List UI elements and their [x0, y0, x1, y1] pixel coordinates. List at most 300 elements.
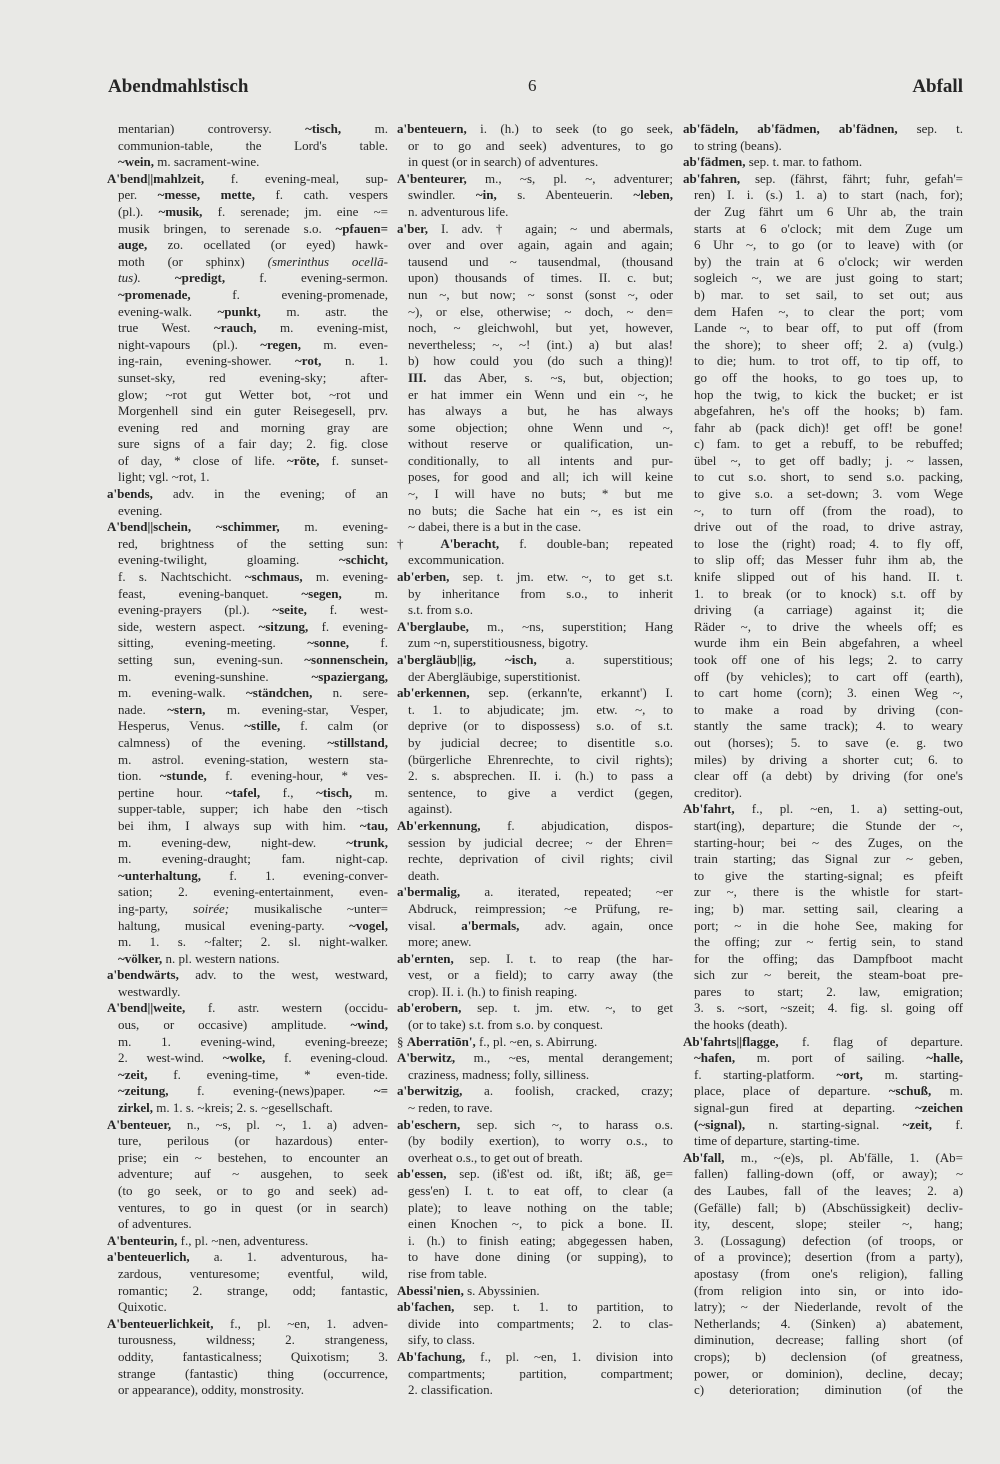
headword: Ab'fachung,: [397, 1348, 466, 1364]
entry-text: m., ~(e)s, pl. Ab'fälle, 1. (Ab=: [724, 1149, 963, 1165]
entry-line: [107, 304, 388, 321]
entry-line: Morgenhell sind ein guter Reisegesell, prv.: [118, 403, 388, 419]
entry-line: divide into compartments; 2. to clas-: [408, 1315, 673, 1331]
entry-line: westwardly.: [118, 983, 181, 999]
entry-line: c) fam. to get a rebuff, to be rebuffed;: [694, 436, 963, 452]
entry-line: drive out of the road, to drive astray,: [694, 519, 963, 535]
entry-line: Abdruck, reimpression; ~e Prüfung, re-: [408, 900, 673, 916]
entry-line: Räder ~, to drive the wheels off; es: [694, 618, 963, 634]
entry-line: adventure; auf ~ ausgehen, to seek: [118, 1166, 388, 1182]
dictionary-entry: [107, 1316, 388, 1399]
entry-line: [107, 1233, 388, 1250]
entry-line: in quest (or in search) of adventures.: [408, 154, 599, 170]
entry-text: ing-party,: [118, 900, 194, 916]
headword: ~rot,: [295, 353, 322, 369]
dictionary-entry: [397, 1000, 673, 1033]
entry-line: nevertheless; ~, ~! (int.) a) but alas!: [408, 336, 673, 352]
entry-line: er hat immer ein Wenn und ein ~, he: [408, 386, 673, 402]
entry-line: starts at 6 o'clock; mit dem Zuge um: [694, 220, 963, 236]
entry-line: by judicial decree; to disentitle s.o.: [408, 734, 673, 750]
italic-text: soirée;: [193, 900, 230, 916]
dictionary-entry: [397, 1349, 673, 1399]
headword: Abessi'nien,: [397, 1282, 464, 1298]
entry-line: dem Hafen ~, to clear the port; vom: [694, 303, 963, 319]
entry-text: f. calm (or: [280, 718, 388, 734]
entry-text: [141, 270, 175, 285]
headword: a'bergläub||ig, ~isch,: [397, 652, 537, 667]
entry-line: (bürgerliche Ehrenrechte, to civil rights);: [408, 751, 673, 767]
dictionary-entry: [107, 967, 388, 1000]
entry-line: power, or dominion), decline, decay;: [694, 1365, 963, 1381]
entry-line: [107, 519, 388, 536]
entry-line: zardous, venturesome; eventful, wild,: [118, 1265, 388, 1281]
headword: ~tisch,: [305, 121, 342, 136]
entry-text: f. evening-: [308, 618, 388, 634]
headword: Ab'fahrt,: [683, 801, 735, 817]
headword: ~promenade,: [118, 286, 191, 302]
entry-text: m.: [341, 585, 388, 601]
entry-line: zum ~n, superstitiousness, bigotry.: [408, 635, 589, 651]
entry-line: der Zug fährt um 6 Uhr ab, the train: [694, 203, 963, 219]
headword: ~segen,: [301, 585, 342, 601]
entry-text: f. evening-promenade,: [190, 286, 388, 302]
entry-line: to cut s.o. short, to send s.o. packing,: [694, 469, 963, 485]
entry-text: f.: [349, 635, 388, 651]
headword: ~pfauen=: [335, 220, 388, 236]
entry-text: sep. (fährst, fährt; fuhr, gefah'=: [740, 170, 963, 186]
headword: ~zeit,: [902, 1116, 933, 1132]
headword: ~spaziergang,: [311, 668, 388, 684]
headword: ~ständchen,: [246, 685, 313, 701]
entry-line: craziness, madness; folly, silliness.: [408, 1066, 590, 1082]
headword: A'bend||weite,: [107, 1000, 186, 1016]
entry-line: m. 1. s. ~falter; 2. sl. night-walker.: [118, 934, 388, 950]
entry-text: m. astr. the: [260, 303, 388, 319]
entry-line: (to go seek, or to go and seek) ad-: [118, 1183, 388, 1198]
headword: ~sonne,: [307, 635, 349, 651]
headword: ~zeit,: [118, 1066, 148, 1082]
entry-line: [683, 1100, 963, 1117]
entry-text: m., ~s, pl. ~, adventurer;: [466, 170, 673, 186]
dictionary-entry: [683, 801, 963, 1033]
entry-text: nade.: [118, 701, 168, 717]
dictionary-entry: [397, 685, 673, 818]
entry-text: f. double-ban; repeated: [499, 535, 673, 551]
entry-text: ous, or occasive) amplitude.: [118, 1017, 351, 1033]
entry-line: [107, 901, 388, 918]
entry-line: by) the train at 6 o'clock; wir werden: [694, 253, 963, 269]
entry-text: true West.: [118, 320, 214, 336]
entry-line: noch, ~ gleichwohl, but yet, however,: [408, 320, 673, 336]
entry-line: by inheritance from s.o., to inherit: [408, 585, 673, 601]
entry-line: [107, 702, 388, 719]
entry-line: sunset-sky, red evening-sky; after-: [118, 369, 388, 385]
headword: ab'essen,: [397, 1166, 447, 1182]
entry-line: [107, 967, 388, 984]
entry-line: [107, 1050, 388, 1067]
entry-line: [107, 254, 388, 271]
column-1: [107, 121, 388, 1399]
entry-text: m. evening-mist,: [256, 320, 388, 336]
entry-line: [397, 1050, 673, 1067]
entry-text: pertine hour.: [118, 784, 226, 800]
headword: a'berwitzig,: [397, 1083, 463, 1099]
entry-text: tion.: [118, 768, 160, 784]
headword: A'beracht,: [440, 535, 500, 551]
entry-line: n. adventurous life.: [408, 203, 509, 219]
entry-line: rise from table.: [408, 1265, 488, 1281]
entry-text: f.: [932, 1116, 963, 1132]
headword: A'berwitz,: [397, 1050, 456, 1066]
entry-line: of a province); desertion (from a party),: [694, 1249, 963, 1265]
entry-line: [107, 1100, 388, 1117]
headword: ab'eschern,: [397, 1116, 461, 1132]
headword: A'bend||mahlzeit,: [107, 170, 205, 186]
headword: ab'fädeln, ab'fädmen, ab'fädnen,: [683, 121, 898, 136]
headword: Ab'fahrts||flagge,: [683, 1033, 779, 1049]
headword: ~tau,: [359, 817, 388, 833]
headword: ab'fädmen,: [683, 154, 746, 170]
entry-line: m. evening-draught; fam. night-cap.: [118, 851, 388, 867]
entry-text: zo. ocellated (or eyed) hawk-: [147, 237, 388, 253]
entry-line: [107, 171, 388, 188]
entry-line: evening red and morning gray are: [118, 419, 388, 435]
dictionary-entry: [107, 1000, 388, 1116]
entry-line: [107, 669, 388, 686]
entry-text: f. abjudication, dispos-: [480, 817, 673, 833]
entry-text: f. evening-(news)paper.: [168, 1083, 374, 1099]
entry-text: visal.: [408, 917, 462, 933]
entry-line: to give s.o. a set-down; 3. vom Wege: [694, 486, 963, 502]
entry-line: [397, 818, 673, 835]
headword: ab'ernten,: [397, 950, 454, 966]
entry-line: i. (h.) to finish eating; abgegessen haben,: [408, 1232, 673, 1248]
entry-line: [107, 337, 388, 354]
entry-line: b) how could you (do such a thing)!: [408, 353, 673, 369]
entry-text: f. serenade; jm. eine ~=: [202, 203, 388, 219]
headword: ~wolke,: [222, 1050, 266, 1066]
entry-line: sentence, to give a verdict (gegen,: [408, 784, 673, 800]
entry-line: deprive (or to dispossess) s.o. of s.t.: [408, 718, 673, 734]
entry-line: the hooks (death).: [694, 1017, 788, 1033]
entry-text: ing-rain, evening-shower.: [118, 353, 296, 369]
entry-line: port; ~ in die hohe See, making for: [694, 917, 963, 933]
entry-line: [397, 1299, 673, 1316]
entry-line: fahr ab (pack dich)! get off! be gone!: [694, 419, 963, 435]
entry-text: place, place of departure.: [694, 1083, 889, 1099]
italic-text: (smerinthus ocellā-: [267, 253, 388, 269]
entry-line: [683, 171, 963, 188]
entry-line: wurde ihm ein Bein abgefahren, a wheel: [694, 635, 963, 651]
entry-line: [683, 1067, 963, 1084]
headword: ~stille,: [244, 718, 281, 734]
entry-line: more; anew.: [408, 934, 472, 950]
entry-line: [107, 552, 388, 569]
entry-text: f. evening-meal, sup-: [204, 170, 388, 186]
entry-line: t. 1. to abjudicate; jm. etw. ~, to: [408, 701, 673, 717]
entry-line: [107, 868, 388, 885]
entry-line: [107, 221, 388, 238]
headword: a'benteuerlich,: [107, 1249, 190, 1265]
entry-line: [107, 1083, 388, 1100]
headword: ~predigt,: [174, 270, 226, 286]
entry-line: [397, 187, 673, 204]
headword: ~ort,: [836, 1066, 863, 1082]
entry-text: m.: [352, 784, 388, 800]
entry-line: without reserve or qualification, un-: [408, 436, 673, 452]
dictionary-entry: [397, 884, 673, 950]
entry-line: ing; b) mar. setting sail, clearing a: [694, 900, 963, 916]
entry-text: f. evening-cloud.: [265, 1050, 388, 1066]
entry-line: [107, 287, 388, 304]
dictionary-entry: [397, 652, 673, 685]
entry-line: or appearance), oddity, monstrosity.: [118, 1382, 305, 1398]
dictionary-entry: [397, 1283, 673, 1300]
entry-text: adv. in the evening; of an: [152, 486, 388, 502]
entry-line: [107, 486, 388, 503]
headword: Ab'erkennung,: [397, 817, 481, 833]
entry-line: fallen) falling-down (off, or away); ~: [694, 1166, 963, 1182]
entry-line: [397, 685, 673, 702]
entry-line: 2. s. absprechen. II. i. (h.) to pass a: [408, 768, 673, 784]
entry-text: a. iterated, repeated; ~er: [460, 884, 673, 900]
headword: ~trunk,: [346, 834, 388, 850]
entry-line: [683, 801, 963, 818]
headword: ~=: [373, 1083, 388, 1099]
entry-text: moth (or sphinx): [118, 253, 268, 269]
entry-text: musik bringen, to serenade s.o.: [118, 220, 336, 236]
entry-text: haltung, musical evening-party.: [118, 917, 350, 933]
entry-line: gess'en) I. t. to eat off, to clear (a: [408, 1183, 673, 1198]
entry-text: m. evening-star, Vesper,: [205, 701, 388, 717]
entry-line: [683, 1150, 963, 1167]
headword: ~röte,: [287, 452, 320, 468]
headword: ~sitzung,: [258, 618, 309, 634]
italic-text: tus).: [118, 270, 141, 286]
column-3: [683, 121, 963, 1399]
entry-line: took off one of his legs; 2. to carry: [694, 652, 963, 667]
headword: ~musik,: [158, 203, 203, 219]
dictionary-entry: [397, 121, 673, 171]
entry-line: supper-table, supper; ich habe den ~tisch: [118, 801, 388, 817]
entry-line: c) deterioration; diminution (of the: [694, 1382, 963, 1398]
headword: ~messe, mette,: [157, 187, 255, 203]
entry-line: zur ~, there is the whistle for start-: [694, 884, 963, 900]
entry-text: f. evening-time, * even-tide.: [147, 1066, 388, 1082]
headword: ~wind,: [350, 1017, 388, 1033]
entry-line: ~, I will have no buts; * but me: [408, 486, 673, 502]
entry-line: ren) I. i. (s.) 1. a) to start (nach, for);: [694, 187, 963, 203]
entry-line: off (by vehicles); to cart off (earth),: [694, 668, 963, 684]
entry-text: musikalische ~unter=: [229, 900, 388, 916]
entry-line: nun ~, but now; ~ sonst (sonst ~, oder: [408, 286, 673, 302]
headword: ~seite,: [272, 602, 307, 618]
entry-line: (or to take) s.t. from s.o. by conquest.: [408, 1017, 603, 1033]
headword: III.: [408, 369, 427, 385]
entry-line: session by judicial decree; ~ der Ehren=: [408, 834, 673, 850]
dictionary-entry: [107, 1249, 388, 1315]
entry-line: [397, 536, 673, 553]
headword: ~unterhaltung,: [118, 867, 201, 883]
entry-text: evening-prayers (pl.).: [118, 602, 273, 618]
entry-text: §: [397, 1033, 407, 1049]
entry-line: communion-table, the Lord's table.: [118, 137, 388, 153]
entry-line: [683, 1117, 963, 1134]
entry-line: glow; ~rot gut Wetter bot, ~rot und: [118, 386, 388, 402]
entry-line: [107, 635, 388, 652]
entry-text: s. Abenteuerin.: [496, 187, 634, 203]
entry-text: m. 1. s. ~kreis; 2. s. ~gesellschaft.: [153, 1100, 333, 1116]
entry-line: Netherlands; 4. (Sinken) a) abatement,: [694, 1315, 963, 1331]
entry-text: m. evening-: [279, 519, 388, 535]
entry-line: to lose the (right) road; 4. to fly off,: [694, 535, 963, 551]
entry-line: prise; ein ~ bestehen, to encounter an: [118, 1149, 388, 1165]
entry-line: [107, 353, 388, 370]
headword: A'benteurer,: [397, 170, 467, 186]
entry-line: miles) by driving a shorter cut; 6. to: [694, 751, 963, 767]
entry-line: [397, 569, 673, 586]
headword: ~wein,: [118, 154, 155, 170]
entry-line: oddity, fantasticalness; Quixotism; 3.: [118, 1348, 388, 1364]
entry-text: sep. I. t. to reap (the har-: [453, 950, 673, 966]
entry-line: [397, 171, 673, 188]
entry-text: f., pl. ~nen, adventuress.: [177, 1232, 309, 1248]
entry-line: [107, 237, 388, 254]
headword: ab'fachen,: [397, 1299, 455, 1315]
entry-line: [107, 586, 388, 603]
entry-line: some objection; ohne Wenn und ~,: [408, 419, 673, 435]
entry-line: 3. s. ~sort, ~szeit; 4. fig. sl. going off: [694, 1000, 963, 1016]
entry-text: sep. t. jm. etw. ~, to get s.t.: [449, 569, 673, 585]
headword: ab'erobern,: [397, 1000, 462, 1016]
entry-line: [397, 619, 673, 636]
dictionary-entry: [397, 1083, 673, 1116]
entry-text: i. (h.) to seek (to go seek,: [466, 121, 673, 136]
entry-text: f. west-: [306, 602, 388, 618]
dictionary-entry: [107, 171, 388, 486]
entry-text: n., ~s, pl. ~, 1. a) adven-: [171, 1116, 388, 1132]
entry-line: [683, 1083, 963, 1100]
headword: ~leben,: [633, 187, 673, 203]
entry-line: to make a road by driving (con-: [694, 701, 963, 717]
entry-line: tausend und ~ tausendmal, (thousand: [408, 253, 673, 269]
entry-text: f. s. Nachtschicht.: [118, 569, 245, 585]
entry-line: 6 Uhr ~, to go (or to leave) with (or: [694, 237, 963, 253]
entry-text: n. sere-: [312, 685, 388, 701]
entry-text: sep. t. 1. to partition, to: [454, 1299, 673, 1315]
entry-line: hop the twig, to kick the bucket; er ist: [694, 386, 963, 402]
entry-text: f. cath. vespers: [254, 187, 388, 203]
entry-line: [397, 884, 673, 901]
entry-line: diminution, decrease; falling short (of: [694, 1332, 963, 1348]
entry-line: ture, perilous (or hazardous) enter-: [118, 1133, 388, 1149]
dictionary-entry: [397, 569, 673, 619]
entry-line: driving (a carriage) against it; die: [694, 602, 963, 618]
entry-line: [683, 1050, 963, 1067]
entry-line: sify, to class.: [408, 1332, 476, 1348]
headword: ~in,: [475, 187, 497, 203]
headword: ~vogel,: [349, 917, 388, 933]
entry-line: [397, 221, 673, 238]
entry-line: [397, 918, 673, 935]
entry-line: [107, 1000, 388, 1017]
entry-text: das Aber, s. ~s, but, objection;: [426, 369, 673, 385]
headword: A'benteuerlichkeit,: [107, 1315, 214, 1331]
entry-text: m. evening-: [302, 569, 388, 585]
entry-text: sep. t.: [897, 121, 963, 136]
entry-text: per.: [118, 187, 158, 203]
entry-text: f. sunset-: [319, 452, 388, 468]
headword: ~tisch,: [316, 784, 353, 800]
entry-line: [107, 1017, 388, 1034]
entry-text: I. adv. † again; ~ und abermals,: [427, 220, 673, 236]
entry-line: ~ reden, to rave.: [408, 1100, 493, 1116]
entry-line: light; vgl. ~rot, 1.: [118, 469, 210, 485]
entry-text: m., ~es, mental derangement;: [455, 1050, 673, 1066]
entry-line: einen Knochen ~, to pick a bone. II.: [408, 1216, 673, 1232]
headword: ~stunde,: [159, 768, 207, 784]
entry-line: s.t. from s.o.: [408, 602, 473, 618]
entry-line: [107, 602, 388, 619]
entry-text: bei ihm, I always sup with him.: [118, 817, 360, 833]
headword: ~zeitung,: [118, 1083, 169, 1099]
entry-line: übel ~, to get off badly; j. ~ lassen,: [694, 452, 963, 468]
entry-text: †: [397, 535, 441, 551]
headword: Aberratiōn',: [406, 1033, 476, 1049]
entry-text: side, western aspect.: [118, 618, 259, 634]
entry-line: strange (fantastic) thing (occurrence,: [118, 1365, 388, 1381]
entry-line: vest, or a field); to carry away (the: [408, 967, 673, 983]
headword: a'benteuern,: [397, 121, 467, 136]
entry-text: swindler.: [408, 187, 476, 203]
entry-line: [107, 453, 388, 470]
entry-text: m. even-: [301, 336, 388, 352]
entry-text: m. starting-: [862, 1066, 963, 1082]
entry-line: [107, 718, 388, 735]
entry-line: evening.: [118, 502, 163, 518]
headword: ~punkt,: [217, 303, 261, 319]
entry-line: to die; hum. to trot off, to tip off, to: [694, 353, 963, 369]
entry-line: [107, 1067, 388, 1084]
entry-line: sure signs of a fair day; 2. fig. close: [118, 436, 388, 452]
entry-line: to slip off; das Messer fuhr ihm ab, the: [694, 552, 963, 568]
entry-line: upon) thousands of times. II. c. but;: [408, 270, 673, 286]
entry-line: [107, 1316, 388, 1333]
entry-text: f.,: [260, 784, 317, 800]
entry-line: red, brightness of the setting sun:: [118, 535, 388, 551]
entry-line: [107, 768, 388, 785]
entry-line: starting-hour; bei ~ des Zuges, on the: [694, 834, 963, 850]
entry-line: stantly the same track); 4. to weary: [694, 718, 963, 734]
headword: a'bends,: [107, 486, 153, 502]
entry-line: [107, 1117, 388, 1134]
entry-line: [397, 1166, 673, 1183]
dictionary-entry: [397, 1166, 673, 1282]
entry-line: turousness, wildness; 2. strangeness,: [118, 1332, 388, 1348]
entry-text: f., pl. ~en, 1. division into: [465, 1348, 673, 1364]
entry-line: der Abergläubige, superstitionist.: [408, 668, 581, 684]
entry-line: for the offing; das Dampfboot macht: [694, 950, 963, 966]
entry-line: compartments; partition, compartment;: [408, 1365, 673, 1381]
entry-line: [397, 652, 673, 669]
entry-line: no buts; die Sache hat ein ~, es ist ein: [408, 502, 673, 518]
entry-text: setting sun, evening-sun.: [118, 652, 305, 667]
entry-text: Hesperus, Venus.: [118, 718, 245, 734]
dictionary-entry: [107, 519, 388, 967]
headword: ~schmaus,: [244, 569, 303, 585]
entry-line: romantic; 2. strange, odd; fantastic,: [118, 1282, 388, 1298]
dictionary-entry: [683, 1150, 963, 1399]
